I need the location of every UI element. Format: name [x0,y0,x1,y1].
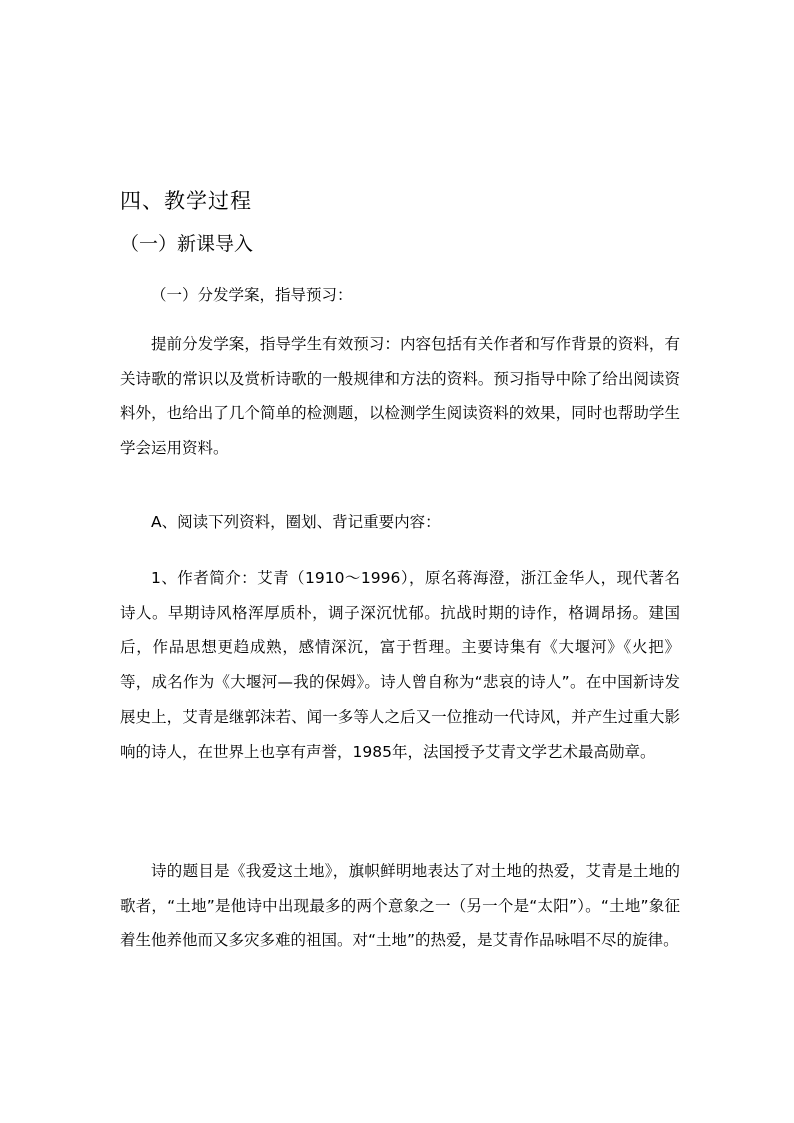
paragraph-author-intro: 1、作者简介：艾青（1910～1996），原名蒋海澄，浙江金华人，现代著名诗人。早期诗风格浑厚质朴，调子深沉忧郁。抗战时期的诗作，格调昂扬。建国后，作品思想更趋成熟，感情深沉，富于哲理。主要诗集有《大堰河》《火把》等，成名作为《大堰河—我的保姆》。诗人曾自称为“悲哀的诗人”。在中国新诗发展史上，艾青是继郭沫若、闻一多等人之后又一位推动一代诗风，并产生过重大影响的诗人，在世界上也享有声誉，1985年，法国授予艾青文学艺术最高勋章。 [120,569,680,761]
paragraph-poem-title: 诗的题目是《我爱这土地》，旗帜鲜明地表达了对土地的热爱，艾青是土地的歌者，“土地”是他诗中出现最多的两个意象之一（另一个是“太阳”）。“土地”象征着生他养他而又多灾多难的祖国。对“土地”的热爱，是艾青作品咏唱不尽的旋律。 [120,862,680,950]
paragraph-preview: 提前分发学案，指导学生有效预习：内容包括有关作者和写作背景的资料，有关诗歌的常识以及赏析诗歌的一般规律和方法的资料。预习指导中除了给出阅读资料外，也给出了几个简单的检测题，以检测学生阅读资料的效果，同时也帮助学生学会运用资料。 [120,335,680,458]
item-heading: （一）分发学案，指导预习： [151,286,353,304]
subsection-title: （一）新课导入 [120,233,254,255]
section-title: 四、教学过程 [120,189,252,213]
reading-task-line: A、阅读下列资料，圈划、背记重要内容： [151,513,441,531]
